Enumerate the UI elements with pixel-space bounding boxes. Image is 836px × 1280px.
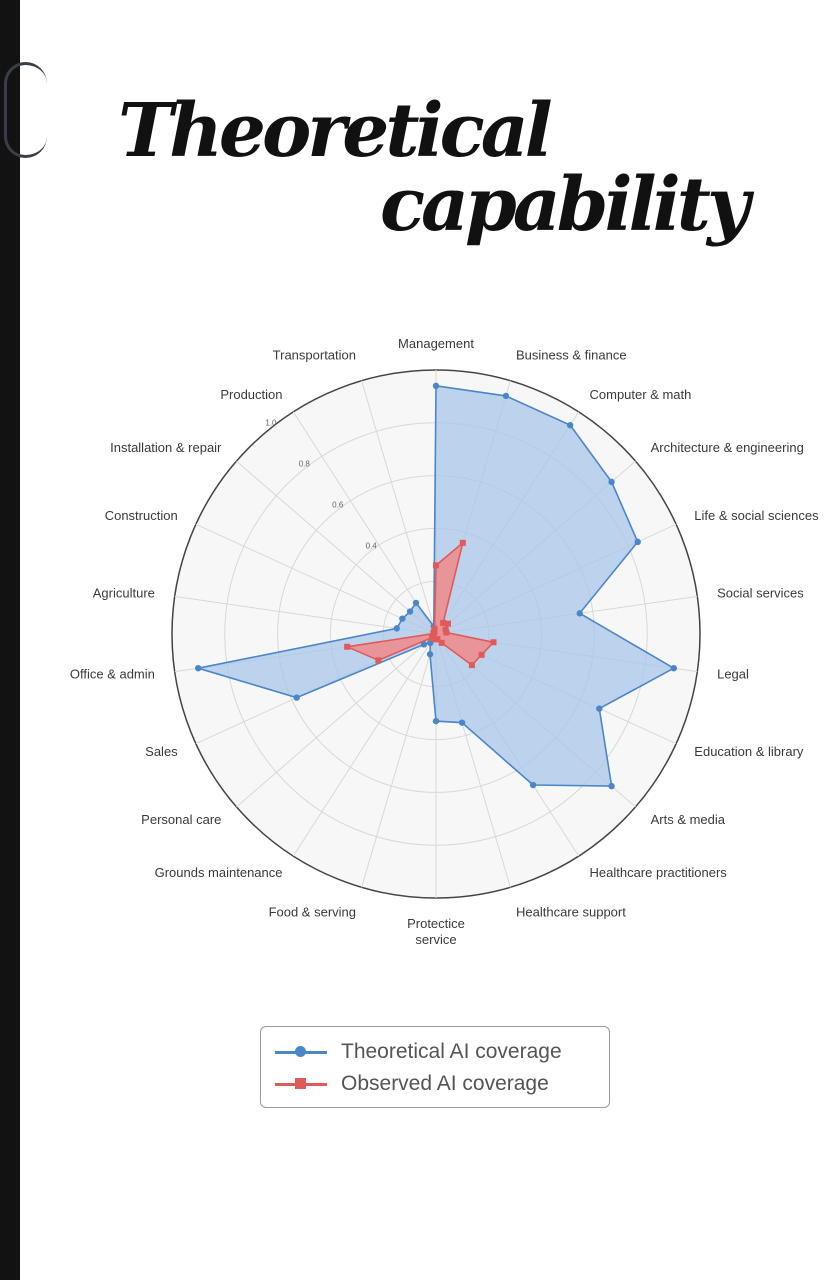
axis-label-legal: Legal	[717, 666, 749, 682]
marker-theoretical-healthcare-practitioners	[530, 782, 536, 788]
axis-label-installation-and-repair: Installation & repair	[110, 440, 222, 455]
legend-label-theoretical: Theoretical AI coverage	[341, 1040, 562, 1063]
marker-theoretical-life-and-social-sciences	[635, 539, 641, 545]
axis-label-management: Management	[398, 336, 474, 351]
axis-label-personal-care: Personal care	[141, 812, 222, 827]
marker-theoretical-office-and-admin	[195, 665, 201, 671]
axis-label-architecture-and-engineering: Architecture & engineering	[650, 440, 804, 455]
marker-theoretical-construction	[399, 615, 405, 621]
axis-label-life-and-social-sciences: Life & social sciences	[694, 508, 819, 523]
radar-chart	[0, 300, 836, 960]
marker-theoretical-management	[433, 383, 439, 389]
marker-observed-social-services	[443, 629, 449, 635]
axis-label-production: Production	[220, 387, 283, 403]
axis-label-social-services: Social services	[717, 585, 804, 601]
axis-label-transportation: Transportation	[272, 347, 356, 363]
marker-observed-sales	[375, 657, 381, 663]
radar-tick-label: 0.4	[365, 541, 377, 551]
axis-label-arts-and-media: Arts & media	[650, 812, 726, 827]
axis-label-education-and-library: Education & library	[694, 744, 804, 759]
axis-label-food-and-serving: Food & serving	[268, 904, 356, 920]
marker-observed-management	[433, 562, 439, 568]
marker-theoretical-protectice-service	[433, 718, 439, 724]
axis-label-agriculture: Agriculture	[92, 585, 155, 601]
legend-swatch-observed	[275, 1074, 327, 1094]
marker-theoretical-legal	[671, 665, 677, 671]
side-decoration	[4, 62, 47, 158]
axis-label-sales: Sales	[145, 744, 178, 759]
axis-label-computer-and-math: Computer & math	[589, 387, 692, 403]
marker-observed-education-and-library	[479, 652, 485, 658]
legend-item-theoretical	[275, 1037, 562, 1067]
axis-label-construction: Construction	[104, 508, 178, 523]
radar-tick-label: 1.0	[265, 418, 277, 428]
marker-theoretical-business-and-finance	[503, 393, 509, 399]
marker-observed-arts-and-media	[469, 662, 475, 668]
marker-observed-legal	[490, 639, 496, 645]
radar-tick-label: 0.8	[298, 459, 310, 469]
marker-theoretical-social-services	[577, 610, 583, 616]
marker-observed-transportation	[432, 626, 438, 632]
title-line-2: capability	[380, 162, 746, 248]
marker-theoretical-sales	[294, 694, 300, 700]
marker-theoretical-production	[413, 600, 419, 606]
axis-label-protectice-service: Protectice service	[407, 916, 465, 947]
marker-theoretical-installation-and-repair	[407, 608, 413, 614]
marker-theoretical-healthcare-support	[459, 719, 465, 725]
marker-theoretical-architecture-and-engineering	[608, 479, 614, 485]
axis-label-business-and-finance: Business & finance	[516, 347, 627, 363]
axis-label-grounds-maintenance: Grounds maintenance	[154, 864, 283, 880]
axis-label-healthcare-support: Healthcare support	[516, 904, 626, 920]
marker-theoretical-education-and-library	[596, 705, 602, 711]
legend-label-observed: Observed AI coverage	[341, 1072, 549, 1095]
radar-tick-label: 0.6	[332, 500, 344, 510]
marker-theoretical-agriculture	[394, 625, 400, 631]
chart-legend	[260, 1026, 610, 1108]
marker-theoretical-arts-and-media	[608, 783, 614, 789]
marker-theoretical-computer-and-math	[567, 422, 573, 428]
title-line-1: Theoretical	[118, 88, 549, 174]
legend-swatch-theoretical	[275, 1042, 327, 1062]
legend-item-observed	[275, 1069, 549, 1099]
marker-observed-business-and-finance	[460, 540, 466, 546]
marker-observed-architecture-and-engineering	[445, 621, 451, 627]
marker-theoretical-food-and-serving	[427, 651, 433, 657]
axis-label-healthcare-practitioners: Healthcare practitioners	[589, 864, 727, 880]
marker-observed-office-and-admin	[344, 644, 350, 650]
axis-label-office-and-admin: Office & admin	[69, 666, 155, 682]
